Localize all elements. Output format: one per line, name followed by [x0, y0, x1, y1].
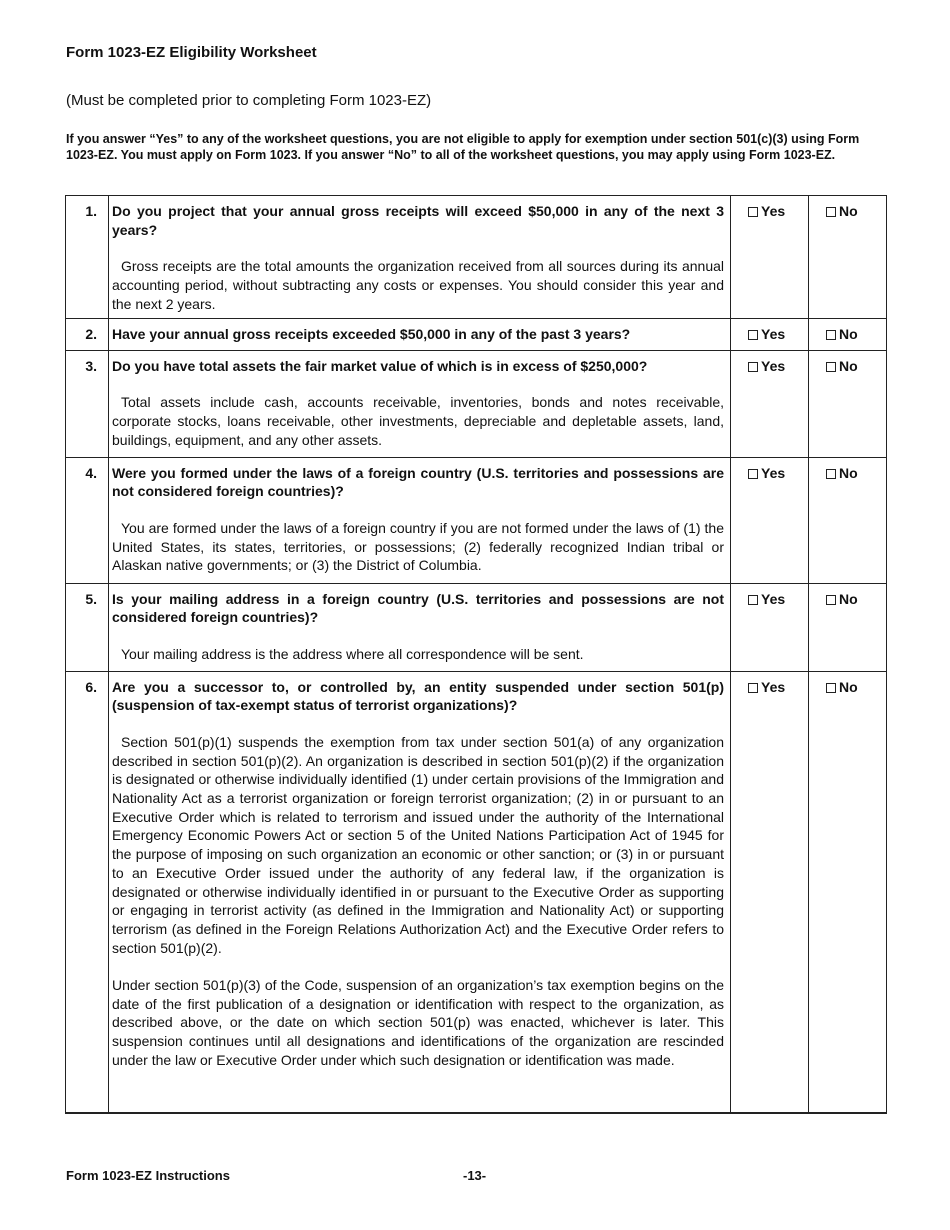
- question-cell: [109, 196, 731, 319]
- question-number: 5.: [66, 583, 109, 671]
- no-checkbox-2[interactable]: [809, 318, 887, 350]
- checkbox-icon: [826, 330, 836, 340]
- question-text: Is your mailing address in a foreign country (U.S. territories and possessions are not considered foreign countries)?: [112, 590, 724, 626]
- checkbox-icon: [748, 207, 758, 217]
- yes-checkbox-5[interactable]: [731, 583, 809, 671]
- no-label: No: [839, 357, 858, 374]
- question-explanation: Section 501(p)(1) suspends the exemption from tax under section 501(a) of any organization described in section 501(p)(2). An organization is described in section 501(p)(2) if the organization is designated or otherwise individually identified (1) under certain provisions of the Immigration and Nationality Act as a terrorist organization or foreign terrorist organization; (2) in or pursuant to an Executive Order which is related to terrorism and issued under the authority of the International Emergency Economic Powers Act or section 5 of the United Nations Participation Act of 1945 for the purpose of imposing on such organization an economic or other sanction; or (3) in or pursuant to an Executive Order issued under the authority of any federal law, if the organization is designated or otherwise individually identified in or pursuant to the Executive Order as supporting or engaging in terrorist activity (as defined in the Immigration and Nationality Act) or supporting terrorism (as defined in the Foreign Relations Authorization Act) and the Executive Order refers to section 501(p)(2).: [112, 733, 724, 956]
- question-number: 1.: [66, 196, 109, 319]
- no-label: No: [839, 325, 858, 342]
- question-cell: [109, 583, 731, 671]
- checkbox-icon: [748, 469, 758, 479]
- no-checkbox-3[interactable]: [809, 350, 887, 457]
- footer-form-name: Form 1023-EZ Instructions: [66, 1168, 230, 1183]
- question-explanation: You are formed under the laws of a foreign country if you are not formed under the laws of (1) the United States, its states, territories, or possessions; (2) federally recognized Indian tribal or Alaskan native governments; or (3) the District of Columbia.: [112, 519, 724, 574]
- question-explanation: Gross receipts are the total amounts the organization received from all sources during its annual accounting period, without subtracting any costs or expenses. You should consider this year and the next 2 years.: [112, 258, 724, 312]
- question-row-1: [66, 196, 887, 319]
- yes-checkbox-1[interactable]: [731, 196, 809, 319]
- yes-checkbox-4[interactable]: [731, 457, 809, 583]
- yes-label: Yes: [761, 590, 786, 607]
- question-row-2: [66, 318, 887, 350]
- yes-label: Yes: [761, 464, 786, 481]
- question-cell: [109, 671, 731, 1113]
- question-text: Do you project that your annual gross receipts will exceed $50,000 in any of the next 3 years?: [112, 203, 724, 238]
- yes-checkbox-3[interactable]: [731, 350, 809, 457]
- question-cell: [109, 318, 731, 350]
- question-number: 3.: [66, 350, 109, 457]
- question-cell: [109, 457, 731, 583]
- checkbox-icon: [748, 330, 758, 340]
- no-label: No: [839, 464, 858, 481]
- question-row-3: [66, 350, 887, 457]
- yes-label: Yes: [761, 203, 786, 219]
- question-explanation-continued: Under section 501(p)(3) of the Code, suspension of an organization’s tax exemption begins on the date of the first publication of a designation or identification with respect to the organization, as described above, or the date on which section 501(p) was enacted, whichever is later. This suspension continues until all designations and identifications of the organization are rescinded under the law or Executive Order under which such designation or identification was made.: [112, 977, 724, 1068]
- yes-label: Yes: [761, 678, 786, 695]
- checkbox-icon: [748, 362, 758, 372]
- checkbox-icon: [748, 595, 758, 605]
- yes-label: Yes: [761, 357, 786, 374]
- yes-label: Yes: [761, 325, 786, 342]
- checkbox-icon: [826, 469, 836, 479]
- question-number: 6.: [66, 671, 109, 1113]
- question-row-4: [66, 457, 887, 583]
- worksheet-instructions: If you answer “Yes” to any of the worksheet questions, you are not eligible to apply for exemption under section 501(c)(3) using Form 1023-EZ. You must apply on Form 1023. If you answer “No” to all of the worksheet questions, you may apply using Form 1023-EZ.: [66, 132, 860, 162]
- no-checkbox-1[interactable]: [809, 196, 887, 319]
- question-text: Are you a successor to, or controlled by, an entity suspended under section 501(p) (suspension of tax-exempt status of terrorist organizations)?: [112, 678, 724, 714]
- checkbox-icon: [826, 683, 836, 693]
- question-text: Have your annual gross receipts exceeded $50,000 in any of the past 3 years?: [112, 325, 631, 342]
- yes-checkbox-2[interactable]: [731, 318, 809, 350]
- checkbox-icon: [826, 362, 836, 372]
- worksheet-title: Form 1023-EZ Eligibility Worksheet: [66, 44, 317, 61]
- no-checkbox-6[interactable]: [809, 671, 887, 1113]
- yes-checkbox-6[interactable]: [731, 671, 809, 1113]
- footer-page-number: -13-: [463, 1168, 487, 1183]
- worksheet-subtitle: (Must be completed prior to completing Form 1023-EZ): [66, 92, 432, 109]
- no-label: No: [839, 678, 858, 695]
- question-cell: [109, 350, 731, 457]
- checkbox-icon: [748, 683, 758, 693]
- checkbox-icon: [826, 207, 836, 217]
- no-checkbox-4[interactable]: [809, 457, 887, 583]
- eligibility-worksheet-table: [65, 195, 887, 1114]
- question-explanation: Total assets include cash, accounts receivable, inventories, bonds and notes receivable, corporate stocks, loans receivable, other investments, depreciable and depletable assets, land, buildings, equipment, and any other assets.: [112, 394, 724, 448]
- no-label: No: [839, 203, 858, 219]
- question-row-6: [66, 671, 887, 1113]
- question-row-5: [66, 583, 887, 671]
- no-label: No: [839, 590, 858, 607]
- question-number: 4.: [66, 457, 109, 583]
- checkbox-icon: [826, 595, 836, 605]
- question-text: Were you formed under the laws of a foreign country (U.S. territories and possessions are not considered foreign countries)?: [112, 464, 724, 500]
- no-checkbox-5[interactable]: [809, 583, 887, 671]
- question-number: 2.: [66, 318, 109, 350]
- question-text: Do you have total assets the fair market value of which is in excess of $250,000?: [112, 357, 648, 374]
- question-explanation: Your mailing address is the address where all correspondence will be sent.: [121, 645, 584, 662]
